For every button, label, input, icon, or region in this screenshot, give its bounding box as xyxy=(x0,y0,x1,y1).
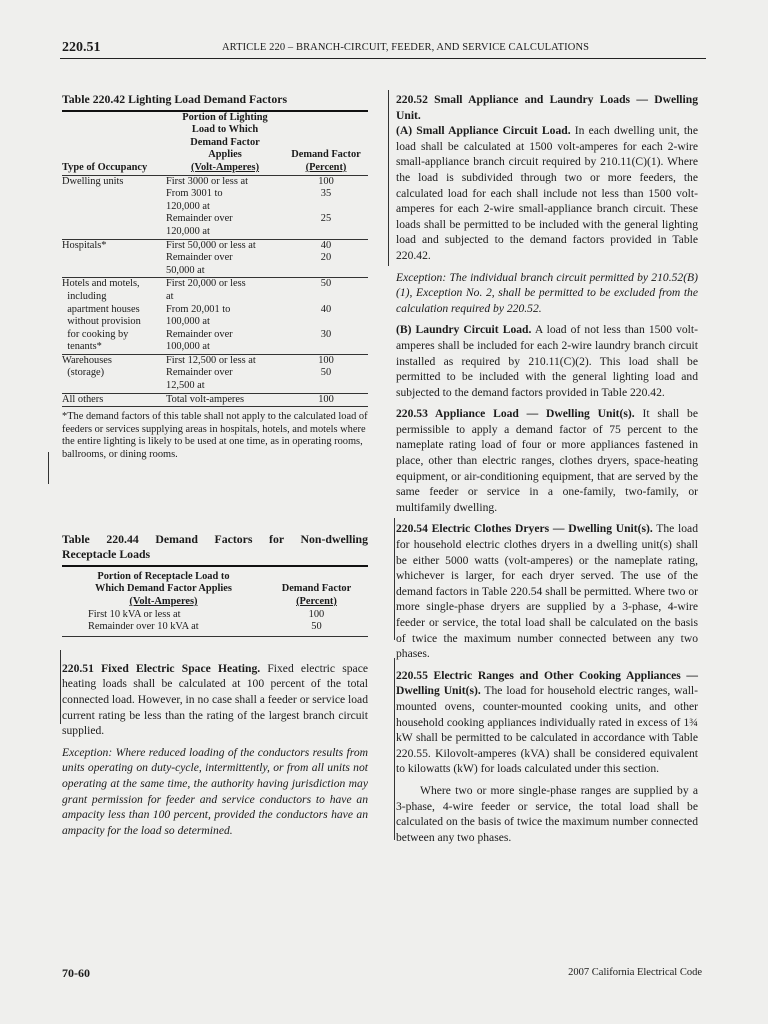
portion-cell: First 3000 or less at xyxy=(166,175,284,188)
portion-cell: Remainder over xyxy=(166,328,233,340)
col-header-portion: Portion of Lighting Load to Which Demand Factor Applies (Volt-Amperes) xyxy=(182,111,268,173)
factor-cell: 30 xyxy=(320,328,332,340)
section-220-52-exception: Exception: The individual branch circuit permitted by 210.52(B)(1), Exception No. 2, shall be permitted to be excluded from the calculation required by 220.52. xyxy=(396,270,698,315)
occupancy-cell: for cooking by xyxy=(62,328,129,340)
change-bar xyxy=(394,518,395,640)
factor-cell xyxy=(284,316,368,329)
occupancy-cell xyxy=(62,252,166,265)
table2-top-rule xyxy=(62,565,368,567)
portion-cell: Total volt-amperes xyxy=(166,393,284,406)
table-220-42-caption: Table 220.42 Lighting Load Demand Factors xyxy=(62,92,288,106)
occupancy-cell: including xyxy=(62,290,107,302)
table-row: First 10 kVA or less at 100 xyxy=(88,608,325,620)
factor-cell xyxy=(284,291,368,304)
factor-cell: 100 xyxy=(284,393,368,406)
portion-cell: at xyxy=(166,290,174,302)
col-header-receptacle-factor: Demand Factor (Percent) xyxy=(281,583,352,607)
portion-cell: Remainder over xyxy=(166,213,233,225)
change-bar xyxy=(388,90,389,266)
table-row xyxy=(62,188,368,201)
section-220-54: 220.54 Electric Clothes Dryers — Dwelling Unit(s). The load for household electric clothes dryers in a dwelling unit(s) shall be either 5000 watts (volt-amperes) or the nameplate rating, whichever is larger, for each dryer served. The use of the demand factors in Table 220.54 shall be permitted. Where two or more single-phase dryers are supplied by a 3-phase, 4-wire feeder or service, the total load shall be calculated on the basis of twice the maximum number connected between any two phases. xyxy=(396,522,698,661)
left-column xyxy=(62,92,368,838)
table-row xyxy=(62,367,368,380)
occupancy-cell: Warehouses xyxy=(62,354,166,367)
right-column xyxy=(396,92,698,845)
table-row xyxy=(62,278,368,291)
portion-cell: Remainder over xyxy=(166,252,233,264)
change-bar xyxy=(48,452,49,484)
factor-cell: 25 xyxy=(320,213,332,225)
change-bar xyxy=(60,650,61,724)
factor-cell xyxy=(284,341,368,354)
table-row xyxy=(62,329,368,342)
occupancy-cell: apartment houses xyxy=(62,303,140,315)
table-header-row xyxy=(62,112,368,175)
factor-cell: 20 xyxy=(320,252,332,264)
table-row xyxy=(62,341,368,354)
factor-cell: 40 xyxy=(284,239,368,252)
occupancy-cell: All others xyxy=(62,393,166,406)
factor-cell: 50 xyxy=(320,367,332,379)
table-row xyxy=(62,252,368,265)
factor-cell xyxy=(284,380,368,393)
factor-cell xyxy=(284,201,368,214)
table-row xyxy=(62,304,368,317)
occupancy-cell xyxy=(62,213,166,226)
table-row xyxy=(62,239,368,252)
section-220-52-b: (B) Laundry Circuit Load. A load of not less than 1500 volt-amperes shall be included for each 2-wire laundry branch circuit installed as required by 210.11(C)(2). This load shall be permitted to be included with the general lighting load and subjected to the demand factors provided in Table 220.42. xyxy=(396,323,698,399)
occupancy-cell: Hospitals* xyxy=(62,239,166,252)
occupancy-cell: (storage) xyxy=(62,367,105,379)
portion-cell: From 20,001 to xyxy=(166,303,231,315)
table-row xyxy=(62,201,368,214)
portion-cell: First 50,000 or less at xyxy=(166,239,284,252)
occupancy-cell: Hotels and motels, xyxy=(62,278,166,291)
portion-cell: 100,000 at xyxy=(166,341,210,353)
section-220-53: 220.53 Appliance Load — Dwelling Unit(s). It shall be permissible to apply a demand factor of 75 percent to the nameplate rating load of four or more appliances fastened in place, other than electric ranges, clothes dryers, space-heating equipment, or air-conditioning equipment, that are served by the same feeder or service in a one-family, two-family, or multifamily dwelling. xyxy=(396,407,698,514)
col-header-demand-factor: Demand Factor (Percent) xyxy=(291,149,361,173)
section-220-55: 220.55 Electric Ranges and Other Cooking Appliances — Dwelling Unit(s). The load for household electric ranges, wall-mounted ovens, counter-mounted cooking units, and other household cooking appliances individually rated in excess of 1¾ kW shall be permitted to be calculated in accordance with Table 220.55. Kilovolt-amperes (kVA) shall be considered equivalent to kilowatts (kW) for loads calculated under this section. xyxy=(396,668,698,776)
table-220-42 xyxy=(62,112,368,407)
header-rule xyxy=(60,58,706,59)
table-row xyxy=(62,291,368,304)
table-row xyxy=(62,380,368,393)
header-article-title: ARTICLE 220 – BRANCH-CIRCUIT, FEEDER, AND SERVICE CALCULATIONS xyxy=(222,42,590,53)
section-220-51-exception: Exception: Where reduced loading of the conductors results from units operating on duty-cycle, intermittently, or from all units not operating at the same time, the authority having jurisdiction may grant permission for feeder and service conductors to have an ampacity less than 100 percent, provided the conductors have an ampacity for the load so determined. xyxy=(62,745,368,837)
factor-cell: 35 xyxy=(320,188,332,200)
section-220-55-para2: Where two or more single-phase ranges are supplied by a 3-phase, 4-wire feeder or service, the total load shall be calculated on the basis of twice the maximum number connected between any two phases. xyxy=(396,783,698,844)
portion-cell: First 12,500 or less at xyxy=(166,354,284,367)
section-220-52-a: (A) Small Appliance Circuit Load. In each dwelling unit, the load shall be calculated at 1500 volt-amperes for each 2-wire small-appliance branch circuit required by 210.11(C)(1). Where the load is subdivided through two or more feeders, the calculated load for each shall include not less than 1500 volt-amperes for each 2-wire small-appliance branch circuit. These loads shall be permitted to be included with the general lighting load and subjected to the demand factors provided in Table 220.42. xyxy=(396,124,698,262)
table-row xyxy=(62,226,368,239)
occupancy-cell xyxy=(62,226,166,239)
portion-cell: 50,000 at xyxy=(166,264,205,276)
table-row xyxy=(62,354,368,367)
portion-cell: 12,500 at xyxy=(166,380,205,392)
factor-cell: 100 xyxy=(284,354,368,367)
table-row xyxy=(62,393,368,406)
occupancy-cell: Dwelling units xyxy=(62,175,166,188)
occupancy-cell: without provision xyxy=(62,316,141,328)
table-row: Remainder over 10 kVA at 50 xyxy=(88,621,322,633)
col-header-receptacle-portion: Portion of Receptacle Load to Which Demand Factor Applies (Volt-Amperes) xyxy=(95,570,232,607)
factor-cell xyxy=(284,226,368,239)
change-bar xyxy=(394,658,395,840)
table-row xyxy=(62,265,368,278)
table-row xyxy=(62,213,368,226)
factor-cell: 100 xyxy=(284,175,368,188)
occupancy-cell xyxy=(62,188,166,201)
portion-cell: From 3001 to xyxy=(166,188,223,200)
table-footnote: *The demand factors of this table shall not apply to the calculated load of feeders or services supplying areas in hospitals, hotels, and motels where the entire lighting is likely to be used at one time, as in operating rooms, ballrooms, or dining rooms. xyxy=(62,411,368,461)
table-220-42-body xyxy=(62,175,368,406)
table-bottom-rule xyxy=(62,406,368,407)
section-220-52-heading: 220.52 Small Appliance and Laundry Loads — Dwelling Unit. xyxy=(396,93,698,122)
page-number: 70-60 xyxy=(62,966,90,980)
header-section-number: 220.51 xyxy=(62,40,101,55)
table-row xyxy=(62,316,368,329)
occupancy-cell xyxy=(62,201,166,214)
section-220-51: 220.51 Fixed Electric Space Heating. Fixed electric space heating loads shall be calculated at 100 percent of the total connected load. However, in no case shall a feeder or service load current rating be less than the rating of the largest branch circuit supplied. xyxy=(62,661,368,738)
portion-cell: 120,000 at xyxy=(166,200,210,212)
occupancy-cell xyxy=(62,265,166,278)
col-header-occupancy: Type of Occupancy xyxy=(62,161,148,173)
factor-cell xyxy=(284,265,368,278)
table-220-44-caption: Table 220.44 Demand Factors for Non-dwelling Receptacle Loads xyxy=(62,531,368,562)
occupancy-cell: tenants* xyxy=(62,341,102,353)
table-row xyxy=(62,175,368,188)
book-title: 2007 California Electrical Code xyxy=(568,967,702,978)
portion-cell: 100,000 at xyxy=(166,316,210,328)
table-220-44 xyxy=(62,571,368,634)
portion-cell: First 20,000 or less xyxy=(166,278,284,291)
portion-cell: Remainder over xyxy=(166,367,233,379)
table2-header-row xyxy=(62,571,368,609)
factor-cell: 50 xyxy=(284,278,368,291)
factor-cell: 40 xyxy=(320,303,332,315)
portion-cell: 120,000 at xyxy=(166,225,210,237)
occupancy-cell xyxy=(62,380,166,393)
